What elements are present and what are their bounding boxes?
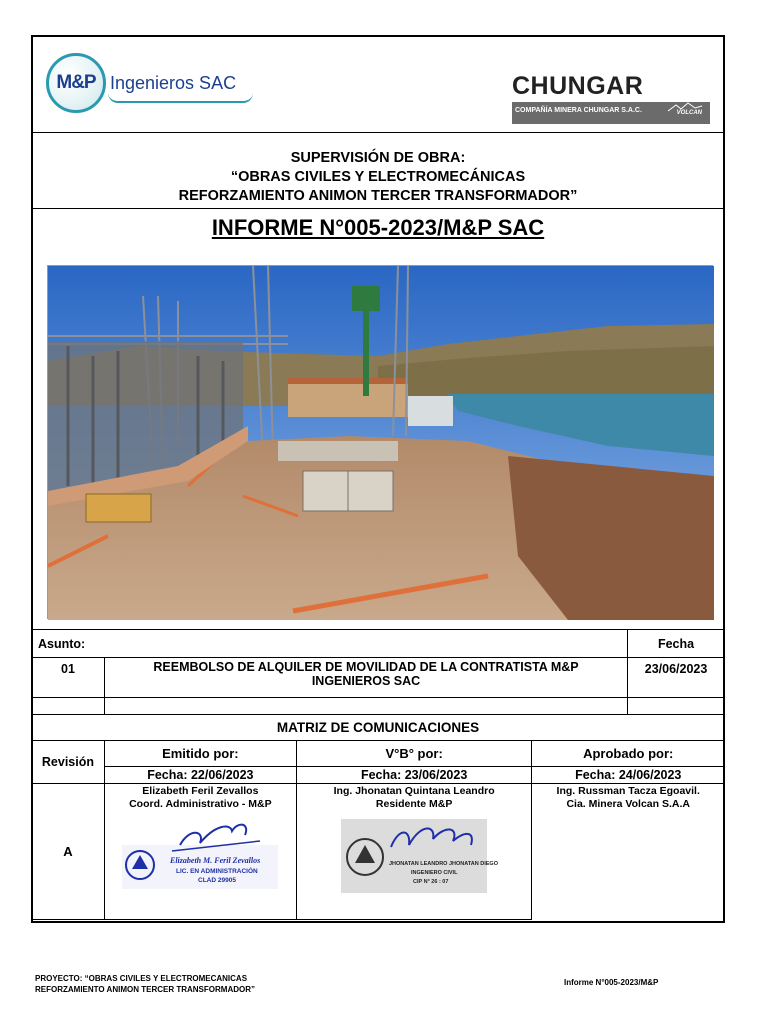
asunto-label: Asunto:	[32, 630, 628, 658]
empty-cell	[628, 698, 725, 715]
stamp-text: CIP N° 26 : 07	[413, 879, 449, 885]
aprobado-fecha: Fecha: 24/06/2023	[532, 767, 725, 784]
aprobado-name: Ing. Russman Tacza Egoavil.	[556, 785, 700, 797]
footer-project-line1: PROYECTO: “OBRAS CIVILES Y ELECTROMECANICAS	[35, 974, 248, 983]
client-bar	[512, 102, 710, 124]
stamp-text: JHONATAN LEANDRO JHONATAN DIEGO	[389, 861, 499, 867]
footer-reference: Informe N°005-2023/M&P	[564, 978, 659, 987]
footer-project-line2: REFORZAMIENTO ANIMON TERCER TRANSFORMADOR”	[35, 985, 255, 994]
supervision-heading	[33, 133, 723, 209]
substation-photo-illustration	[48, 266, 714, 620]
vobo-signature-stamp	[341, 817, 499, 893]
emitido-name: Elizabeth Feril Zevallos	[142, 785, 259, 797]
matrix-title: MATRIZ DE COMUNICACIONES	[32, 715, 725, 741]
revision-value: A	[32, 784, 105, 920]
emitido-label: Emitido por:	[104, 741, 296, 767]
vobo-fecha: Fecha: 23/06/2023	[296, 767, 532, 784]
vobo-label: V°B° por:	[296, 741, 532, 767]
footer-project	[35, 973, 255, 995]
empty-cell	[32, 698, 105, 715]
header	[33, 37, 723, 133]
report-title: INFORME N°005-2023/M&P SAC	[211, 215, 545, 240]
emitido-fecha: Fecha: 22/06/2023	[104, 767, 296, 784]
client-group: VOLCAN	[676, 110, 702, 116]
mp-company-name: Ingenieros SAC	[110, 72, 237, 93]
stamp-text: CLAD 29905	[198, 877, 237, 884]
supervision-line3: REFORZAMIENTO ANIMON TERCER TRANSFORMADOR”	[178, 188, 578, 204]
asunto-date: 23/06/2023	[628, 658, 725, 698]
chungar-logo	[512, 73, 710, 124]
site-photo	[47, 265, 713, 619]
revision-label: Revisión	[32, 741, 105, 784]
mp-logo-mark: M&P	[46, 53, 106, 113]
emitido-role: Coord. Administrativo - M&P	[129, 798, 272, 810]
supervision-line1: SUPERVISIÓN DE OBRA:	[290, 150, 466, 166]
vobo-role: Residente M&P	[375, 798, 453, 810]
mp-logo	[46, 53, 236, 113]
empty-cell	[104, 698, 627, 715]
aprobado-label: Aprobado por:	[532, 741, 725, 767]
mp-swoosh-decoration	[108, 93, 253, 103]
stamp-text: INGENIERO CIVIL	[411, 870, 458, 876]
details-table	[31, 629, 725, 920]
aprobado-signature-cell	[532, 784, 725, 920]
client-name: CHUNGAR	[512, 72, 644, 100]
fecha-label: Fecha	[628, 630, 725, 658]
vobo-name: Ing. Jhonatan Quintana Leandro	[333, 785, 495, 797]
emitido-signature-stamp	[120, 817, 280, 892]
aprobado-role: Cia. Minera Volcan S.A.A	[566, 798, 690, 810]
asunto-text: REEMBOLSO DE ALQUILER DE MOVILIDAD DE LA CONTRATISTA M&P INGENIEROS SAC	[104, 658, 627, 698]
client-subtitle: COMPAÑÍA MINERA CHUNGAR S.A.C.	[515, 107, 642, 114]
supervision-line2: “OBRAS CIVILES Y ELECTROMECÁNICAS	[230, 169, 526, 185]
stamp-text: Elizabeth M. Feril Zevallos	[170, 856, 261, 865]
vobo-signature-cell	[296, 784, 532, 920]
stamp-text: LIC. EN ADMINISTRACIÓN	[176, 868, 259, 875]
asunto-number: 01	[32, 658, 105, 698]
emitido-signature-cell	[104, 784, 296, 920]
